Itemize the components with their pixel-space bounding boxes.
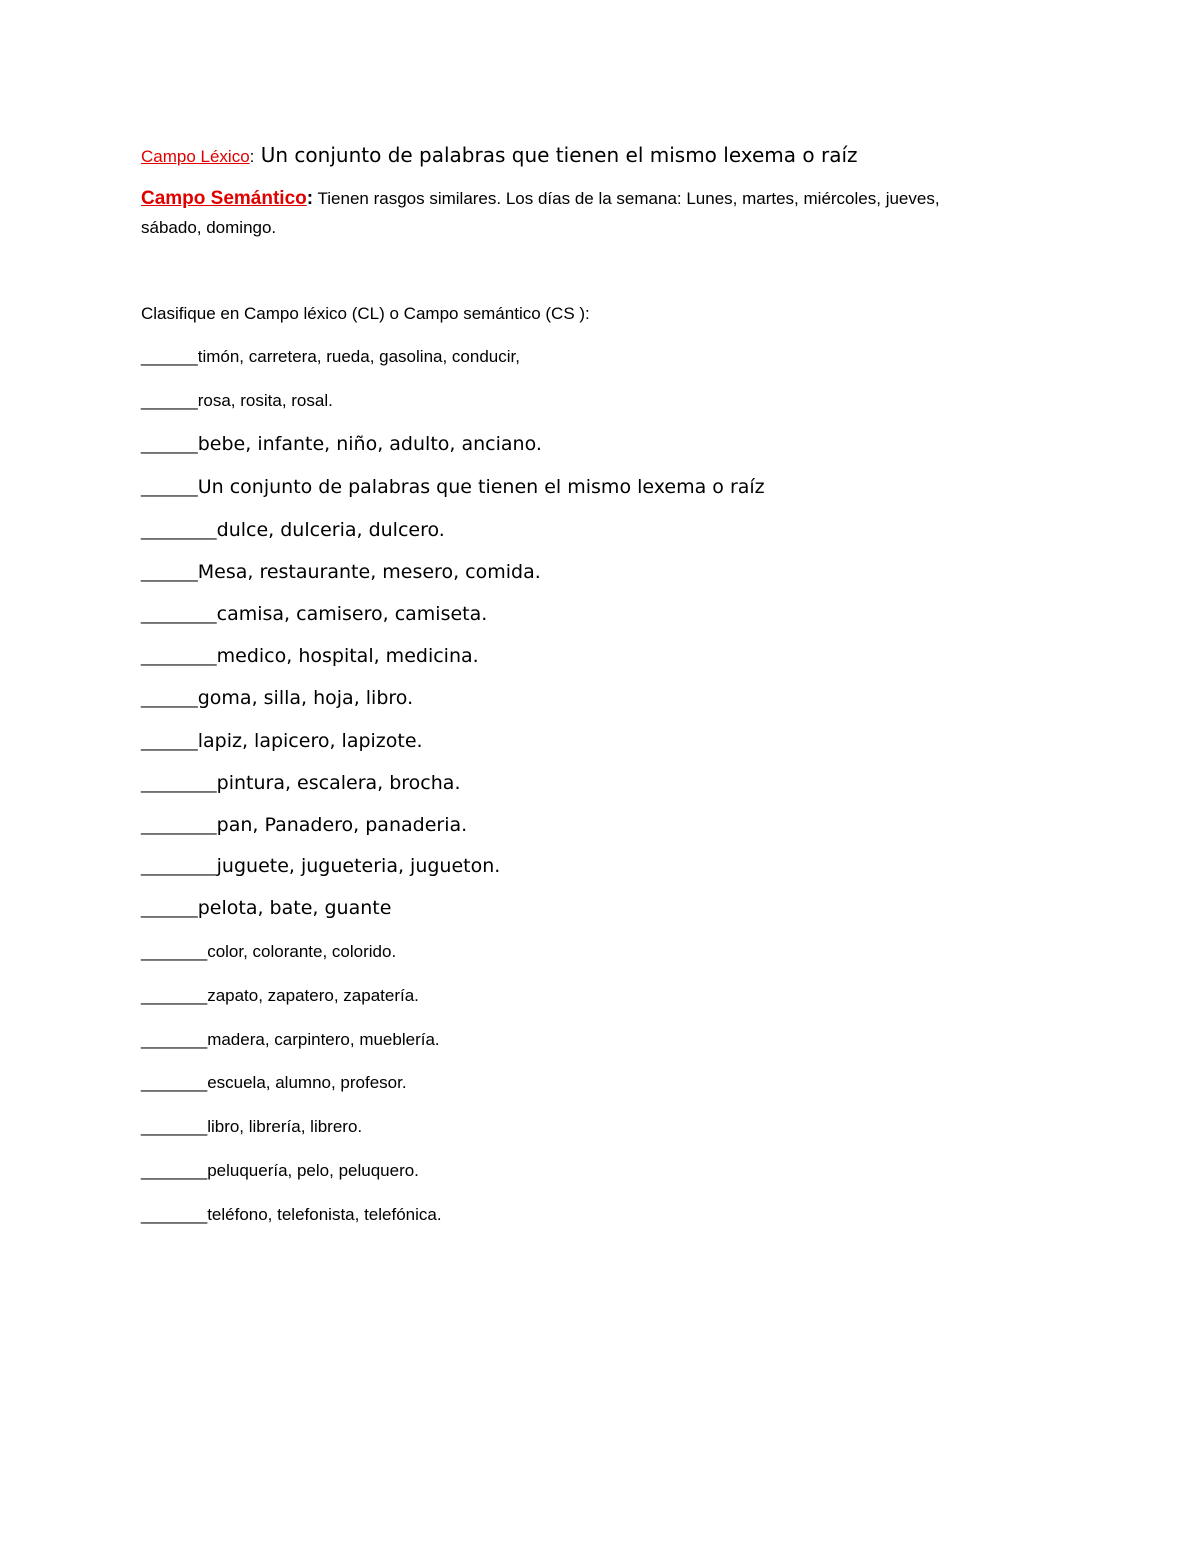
item-words: pan, Panadero, panaderia. (216, 814, 468, 836)
answer-blank: ________ (141, 647, 217, 666)
exercise-item (141, 942, 396, 962)
item-words: medico, hospital, medicina. (216, 645, 479, 667)
item-words: madera, carpintero, mueblería. (207, 1030, 440, 1049)
answer-blank: _______ (141, 986, 208, 1005)
item-words: color, colorante, colorido. (207, 942, 397, 961)
answer-blank: ________ (141, 605, 217, 624)
answer-blank: ______ (141, 732, 198, 751)
exercise-item (141, 687, 413, 709)
exercise-item (141, 433, 542, 455)
exercise-item (141, 1117, 362, 1137)
exercise-item (141, 986, 419, 1006)
term-semantico: Campo Semántico (141, 188, 307, 209)
item-words: lapiz, lapicero, lapizote. (197, 730, 423, 752)
term-lexico: Campo Léxico (141, 147, 250, 166)
item-words: rosa, rosita, rosal. (197, 391, 333, 410)
item-words: pintura, escalera, brocha. (216, 772, 461, 794)
exercise-item (141, 1030, 440, 1050)
item-words: goma, silla, hoja, libro. (197, 687, 414, 709)
exercise-item (141, 897, 391, 919)
item-words: Mesa, restaurante, mesero, comida. (197, 561, 541, 583)
definition-lexico (141, 143, 858, 167)
item-words: libro, librería, librero. (207, 1117, 363, 1136)
answer-blank: _______ (141, 942, 208, 961)
item-words: camisa, camisero, camiseta. (216, 603, 488, 625)
term-semantico-colon: : (306, 188, 314, 209)
instruction-text: Clasifique en Campo léxico (CL) o Campo semántico (CS ): (141, 304, 590, 323)
item-words: Un conjunto de palabras que tienen el mismo lexema o raíz (197, 476, 765, 498)
answer-blank: _______ (141, 1161, 208, 1180)
exercise-item (141, 476, 765, 498)
term-lexico-colon: : (249, 147, 255, 166)
answer-blank: ______ (141, 689, 198, 708)
exercise-item (141, 855, 500, 877)
exercise-item (141, 772, 460, 794)
answer-blank: ________ (141, 857, 217, 876)
answer-blank: ________ (141, 521, 217, 540)
exercise-item (141, 814, 467, 836)
answer-blank: ______ (141, 391, 198, 410)
answer-blank: ______ (141, 435, 198, 454)
exercise-item (141, 1073, 407, 1093)
definition-semantico (141, 188, 940, 210)
answer-blank: ______ (141, 563, 198, 582)
answer-blank: ______ (141, 347, 198, 366)
item-words: pelota, bate, guante (197, 897, 392, 919)
item-words: juguete, jugueteria, jugueton. (216, 855, 501, 877)
item-words: teléfono, telefonista, telefónica. (207, 1205, 442, 1224)
answer-blank: _______ (141, 1205, 208, 1224)
answer-blank: ________ (141, 774, 217, 793)
exercise-item (141, 603, 487, 625)
exercise-item (141, 391, 333, 411)
definition-lexico-text: Un conjunto de palabras que tienen el mismo lexema o raíz (254, 143, 858, 167)
item-words: peluquería, pelo, peluquero. (207, 1161, 419, 1180)
item-words: escuela, alumno, profesor. (207, 1073, 407, 1092)
exercise-item (141, 561, 541, 583)
item-words: zapato, zapatero, zapatería. (207, 986, 419, 1005)
answer-blank: _______ (141, 1117, 208, 1136)
exercise-item (141, 1205, 442, 1225)
exercise-item (141, 730, 423, 752)
answer-blank: _______ (141, 1030, 208, 1049)
item-words: bebe, infante, niño, adulto, anciano. (197, 433, 542, 455)
definition-semantico-text-1: Tienen rasgos similares. Los días de la semana: Lunes, martes, miércoles, jueves, (313, 189, 940, 208)
exercise-item (141, 645, 479, 667)
answer-blank: ______ (141, 899, 198, 918)
exercise-item (141, 347, 520, 367)
exercise-item (141, 519, 445, 541)
definition-semantico-text-2: sábado, domingo. (141, 218, 277, 237)
exercise-item (141, 1161, 419, 1181)
answer-blank: _______ (141, 1073, 208, 1092)
item-words: dulce, dulceria, dulcero. (216, 519, 445, 541)
item-words: timón, carretera, rueda, gasolina, conducir, (197, 347, 520, 366)
answer-blank: ________ (141, 816, 217, 835)
answer-blank: ______ (141, 478, 198, 497)
